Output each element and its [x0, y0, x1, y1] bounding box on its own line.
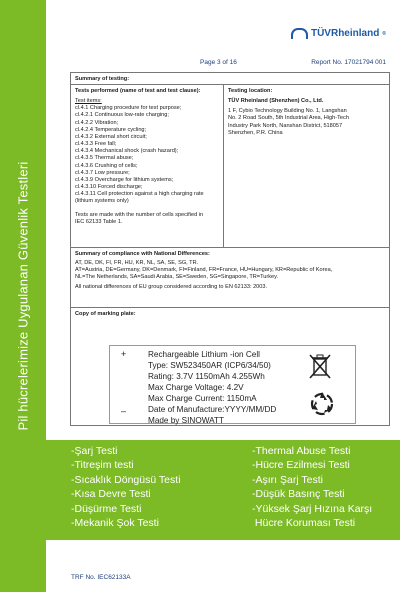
location-address-line: 1 F, Cybio Technology Building No. 1, Langshan [228, 108, 347, 115]
test-right-item: -Aşırı Şarj Testi [252, 473, 323, 486]
tests-header: Tests performed (name of test and test clause): [75, 88, 201, 94]
crossed-bin-icon [305, 351, 335, 381]
sidebar-title: Pil hücrelerimize Uygulanan Güvenlik Testleri [15, 161, 31, 431]
report-number: Report No. 17021794 001 [311, 59, 386, 66]
test-left-item: -Düşürme Testi [71, 502, 142, 515]
trf-number: TRF No. IEC62133A [71, 574, 131, 581]
test-right-item: Hücre Koruması Testi [252, 517, 356, 530]
report-document [70, 72, 390, 426]
summary-title: Summary of testing: [75, 76, 130, 82]
location-name: TÜV Rheinland (Shenzhen) Co., Ltd. [228, 98, 324, 105]
test-items-label: Test items: [75, 98, 102, 105]
tuv-arc-icon [291, 28, 308, 39]
tuv-logo-text: TÜVRheinland [310, 28, 380, 39]
location-column [224, 85, 389, 247]
marking-line: Type: SW523450AR (ICP6/34/50) [148, 361, 271, 370]
test-item: cl.4.3.11 Cell protection against a high charging rate [75, 191, 204, 198]
marking-text [148, 349, 276, 426]
sidebar-green-bar [0, 0, 46, 592]
test-right-item: -Yüksek Şarj Hızına Karşı [252, 502, 373, 515]
marking-plate [109, 345, 356, 424]
report-header [190, 28, 390, 66]
compliance-legend-2: NL=The Netherlands, SA=Saudi Arabia, SE=Sweden, SG=Singapore, TR=Turkey. [75, 274, 279, 281]
marking-line: Made by SINOWATT [148, 416, 224, 425]
tests-right-list [252, 444, 372, 530]
tests-note-1: Tests are made with the number of cells specified in [75, 211, 204, 218]
test-left-item: -Şarj Testi [71, 445, 118, 457]
location-header: Testing location: [228, 88, 273, 94]
summary-row [71, 73, 389, 85]
recycle-icon [307, 388, 337, 418]
test-left-item: -Titreşim testi [71, 459, 134, 472]
tests-location-row [71, 85, 389, 248]
test-item: cl.4.2.2 Vibration; [75, 119, 119, 126]
marking-line: Rechargeable Lithium -ion Cell [148, 350, 260, 359]
test-item: cl.4.3.4 Mechanical shock (crash hazard); [75, 148, 179, 155]
test-right-item: -Thermal Abuse Testi [252, 445, 351, 457]
test-left-item: -Sıcaklık Döngüsü Testi [71, 473, 181, 486]
test-item: cl.4.3.5 Thermal abuse; [75, 155, 134, 162]
test-left-item: -Mekanik Şok Testi [71, 517, 159, 530]
test-left-item: -Kısa Devre Testi [71, 488, 151, 501]
test-item: (lithium systems only) [75, 198, 129, 205]
test-item: cl.4.3.10 Forced discharge; [75, 184, 143, 191]
compliance-header: Summary of compliance with National Differences: [75, 251, 210, 257]
test-right-item: -Düşük Basınç Testi [252, 488, 345, 501]
test-right-item: -Hücre Ezilmesi Testi [252, 459, 350, 472]
tuv-logo-registered: ® [382, 30, 386, 37]
location-address-line: Industry Park North, Nanshan District, 518057 [228, 122, 343, 129]
location-address-line: No. 2 Road South, 5th Industrial Area, High-Tech [228, 115, 349, 122]
compliance-countries: AT, DE, DK, FI, FR, HU, KR, NL, SA, SE, SG, TR. [75, 260, 199, 267]
compliance-row [71, 248, 389, 308]
test-item: cl.4.2.1 Continuous low-rate charging; [75, 112, 169, 119]
marking-header: Copy of marking plate: [75, 311, 136, 317]
marking-line: Max Charge Current: 1150mA [148, 394, 257, 403]
tests-note-2: IEC 62133 Table 1. [75, 218, 123, 225]
tests-column [71, 85, 224, 247]
page-number: Page 3 of 16 [200, 59, 237, 66]
test-items-list [75, 105, 219, 205]
test-item: cl.4.2.4 Temperature cycling; [75, 126, 147, 133]
location-address-line: Shenzhen, P.R. China [228, 129, 283, 136]
test-item: cl.4.3.9 Overcharge for lithium systems; [75, 176, 174, 183]
compliance-legend-1: AT=Austria, DE=Germany, DK=Denmark, FI=Finland, FR=France, HU=Hungary, KR=Republic of Korea, [75, 267, 333, 274]
marking-line: Rating: 3.7V 1150mAh 4.255Wh [148, 372, 265, 381]
test-item: cl.4.3.3 Free fall; [75, 141, 117, 148]
minus-terminal: – [121, 406, 127, 416]
marking-line: Max Charge Voltage: 4.2V [148, 383, 244, 392]
tuv-logo [291, 28, 386, 39]
compliance-eu-note: All national differences of EU group considered according to EN 62133: 2003. [75, 283, 268, 290]
tests-left-list [71, 444, 181, 530]
test-item: cl.4.3.2 External short circuit; [75, 133, 147, 140]
marking-row [71, 308, 389, 322]
test-item: cl.4.3.6 Crushing of cells; [75, 162, 138, 169]
test-item: cl.4.3.7 Low pressure; [75, 169, 130, 176]
plus-terminal: + [121, 349, 127, 359]
marking-line: Date of Manufacture:YYYY/MM/DD [148, 405, 277, 414]
test-item: cl.4.1 Charging procedure for test purpose; [75, 105, 182, 112]
